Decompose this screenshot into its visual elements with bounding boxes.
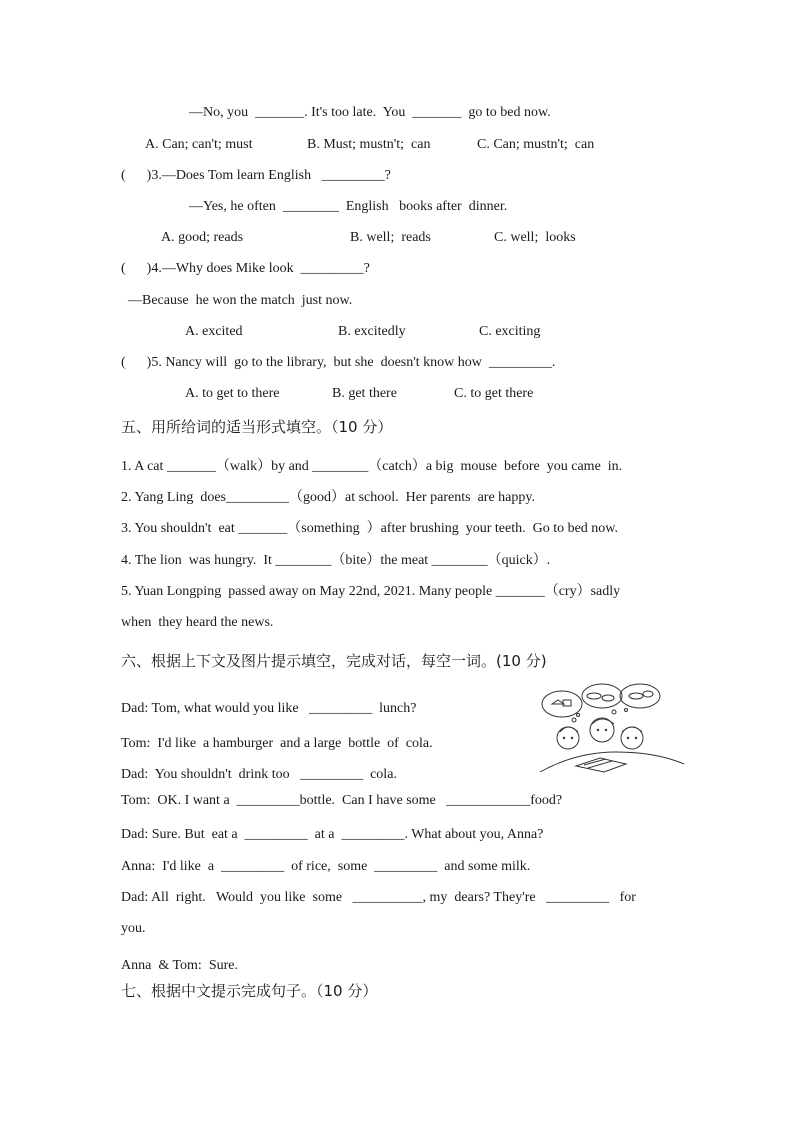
q5-option-a: A. to get to there: [185, 386, 280, 401]
dialogue-line: Anna: I'd like a _________ of rice, some _________ and some milk.: [121, 859, 531, 874]
section5-item: 2. Yang Ling does_________（good）at school. Her parents are happy.: [121, 490, 535, 505]
dialogue-line: Anna & Tom: Sure.: [121, 958, 238, 973]
dialogue-line-continued: you.: [121, 921, 146, 936]
section5-item: 1. A cat _______（walk）by and ________（catch）a big mouse before you came in.: [121, 459, 623, 474]
q3-question: ( )3.—Does Tom learn English _________?: [121, 168, 391, 183]
q5-option-b: B. get there: [332, 386, 397, 401]
dialogue-line: Dad: Sure. But eat a _________ at a _________. What about you, Anna?: [121, 827, 544, 842]
q4-question: ( )4.—Why does Mike look _________?: [121, 261, 370, 276]
q2-option-a: A. Can; can't; must: [145, 137, 253, 152]
section7-heading: 七、根据中文提示完成句子。（10 分）: [121, 982, 378, 1000]
section5-item: 4. The lion was hungry. It ________（bite）the meat ________（quick）.: [121, 553, 551, 568]
family-dinner-illustration: [536, 682, 684, 774]
dialogue-line: Dad: All right. Would you like some __________, my dears? They're _________ for: [121, 890, 636, 905]
section5-heading: 五、用所给词的适当形式填空。（10 分）: [121, 418, 393, 436]
q4-option-a: A. excited: [185, 324, 243, 339]
q2-answer-line: —No, you _______. It's too late. You _______ go to bed now.: [189, 105, 551, 120]
q3-option-b: B. well; reads: [350, 230, 431, 245]
section5-item-continued: when they heard the news.: [121, 615, 274, 630]
dialogue-line: Tom: OK. I want a _________bottle. Can I have some ____________food?: [121, 793, 563, 808]
q5-question: ( )5. Nancy will go to the library, but she doesn't know how _________.: [121, 355, 556, 370]
q3-option-c: C. well; looks: [494, 230, 576, 245]
section6-heading: 六、根据上下文及图片提示填空，完成对话，每空一词。(10 分): [121, 652, 547, 670]
dialogue-line: Tom: I'd like a hamburger and a large bottle of cola.: [121, 736, 433, 751]
dialogue-line: Dad: You shouldn't drink too _________ cola.: [121, 767, 397, 782]
q3-option-a: A. good; reads: [161, 230, 244, 245]
q2-option-c: C. Can; mustn't; can: [477, 137, 595, 152]
dialogue-line: Dad: Tom, what would you like _________ lunch?: [121, 701, 417, 716]
section5-item: 5. Yuan Longping passed away on May 22nd, 2021. Many people _______（cry）sadly: [121, 584, 621, 599]
section5-item: 3. You shouldn't eat _______（something ）after brushing your teeth. Go to bed now.: [121, 521, 619, 536]
q3-answer-line: —Yes, he often ________ English books after dinner.: [189, 199, 508, 214]
q5-option-c: C. to get there: [454, 386, 534, 401]
q4-option-b: B. excitedly: [338, 324, 406, 339]
q2-option-b: B. Must; mustn't; can: [307, 137, 431, 152]
q4-answer-line: —Because he won the match just now.: [128, 293, 353, 308]
q4-option-c: C. exciting: [479, 324, 541, 339]
